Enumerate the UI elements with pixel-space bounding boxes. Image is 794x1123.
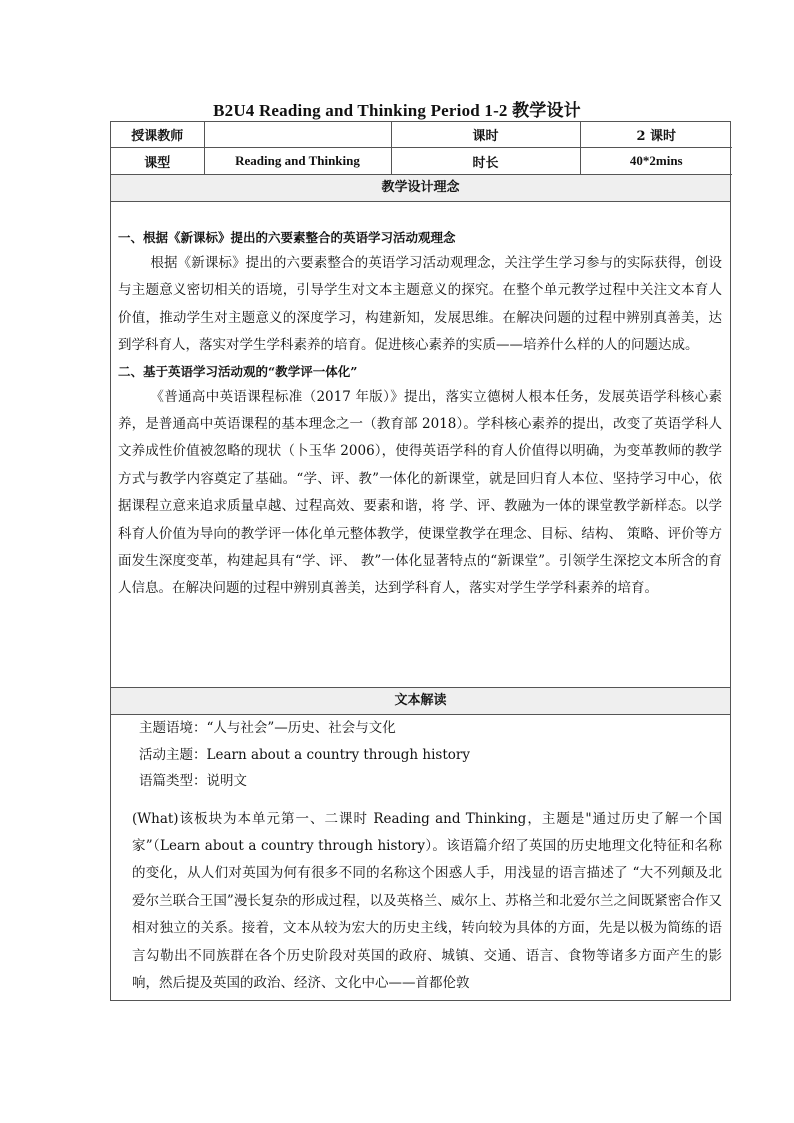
text-type: 语篇类型：说明文	[139, 773, 247, 789]
period-label: 课时	[391, 122, 580, 148]
design-concept-section	[111, 202, 730, 688]
theme-context: 主题语境：“人与社会”—历史、社会与文化	[139, 720, 396, 736]
section-band-design-concept: 教学设计理念	[111, 175, 730, 202]
lesson-plan-table	[110, 121, 731, 1001]
text-analysis-section	[111, 715, 730, 997]
type-value: Reading and Thinking	[204, 148, 391, 175]
type-label: 课型	[111, 148, 204, 175]
paragraph-2: 《普通高中英语课程标准（2017 年版）》提出，落实立德树人根本任务，发展英语学科核心素养，是普通高中英语课程的基本理念之一（教育部 2018）。学科核心素养的提出，改变了英语学科人文养成性价值被忽略的现状（卜玉华 2006），使得英语学科的育人价值得以明确，为变革教师的教学方式与教学内容奠定了基础。“学、评、教”一体化的新课堂，就是回归育人本位、坚持学习中心，依据课程立意来追求质量卓越、过程高效、要素和谐，将 学、评、教融为一体的课堂教学新样态。以学科育人价值为导向的教学评一体化单元整体教学，使课堂教学在理念、目标、结构、 策略、评价等方面发生深度变革，构建起具有“学、评、 教”一体化显著特点的“新课堂”。引领学生深挖文本所含的育人信息。在解决问题的过程中辨别真善美，达到学科育人，落实对学生学学科素养的培育。	[118, 388, 722, 597]
period-value: 2 课时	[580, 122, 732, 148]
document-title: B2U4 Reading and Thinking Period 1-2 教学设计	[213, 101, 581, 120]
paragraph-1: 根据《新课标》提出的六要素整合的英语学习活动观理念，关注学生学习参与的实际获得，创设与主题意义密切相关的语境，引导学生对文本主题意义的探究。在整个单元教学过程中关注文本育人价值，推动学生对主题意义的深度学习，构建新知，发展思维。在解决问题的过程中辨别真善美，达到学科育人，落实对学生学科素养的培育。促进核心素养的实质——培养什么样的人的问题达成。	[118, 255, 722, 354]
duration-label: 时长	[391, 148, 580, 175]
section-band-text-analysis: 文本解读	[111, 688, 730, 715]
header-table	[111, 122, 732, 175]
analysis-paragraph: (What)该板块为本单元第一、二课时 Reading and Thinking，主题是"通过历史了解一个国家”（Learn about a country through history）。该语篇介绍了英国的历史地理文化特征和名称的变化，从人们对英国为何有很多不同的名称这个困惑人手，用浅显的语言描述了 “大不列颠及北爱尔兰联合王国”漫长复杂的形成过程，以及英格兰、威尔上、苏格兰和北爱尔兰之间既紧密合作又相对独立的关系。接着，文本从较为宏大的历史主线，转向较为具体的方面，先是以极为简练的语言勾勒出不同族群在各个历史阶段对英国的政府、城镇、交通、语言、食物等诸多方面产生的影响，然后提及英国的政治、经济、文化中心——首都伦敦	[132, 810, 722, 991]
heading-1: 一、根据《新课标》提出的六要素整合的英语学习活动观理念	[118, 230, 456, 245]
heading-2: 二、基于英语学习活动观的“教学评一体化”	[118, 363, 358, 379]
duration-value: 40*2mins	[580, 148, 732, 175]
teacher-label: 授课教师	[111, 122, 204, 148]
teacher-value	[204, 122, 391, 148]
activity-theme: 活动主题：Learn about a country through history	[139, 746, 470, 763]
